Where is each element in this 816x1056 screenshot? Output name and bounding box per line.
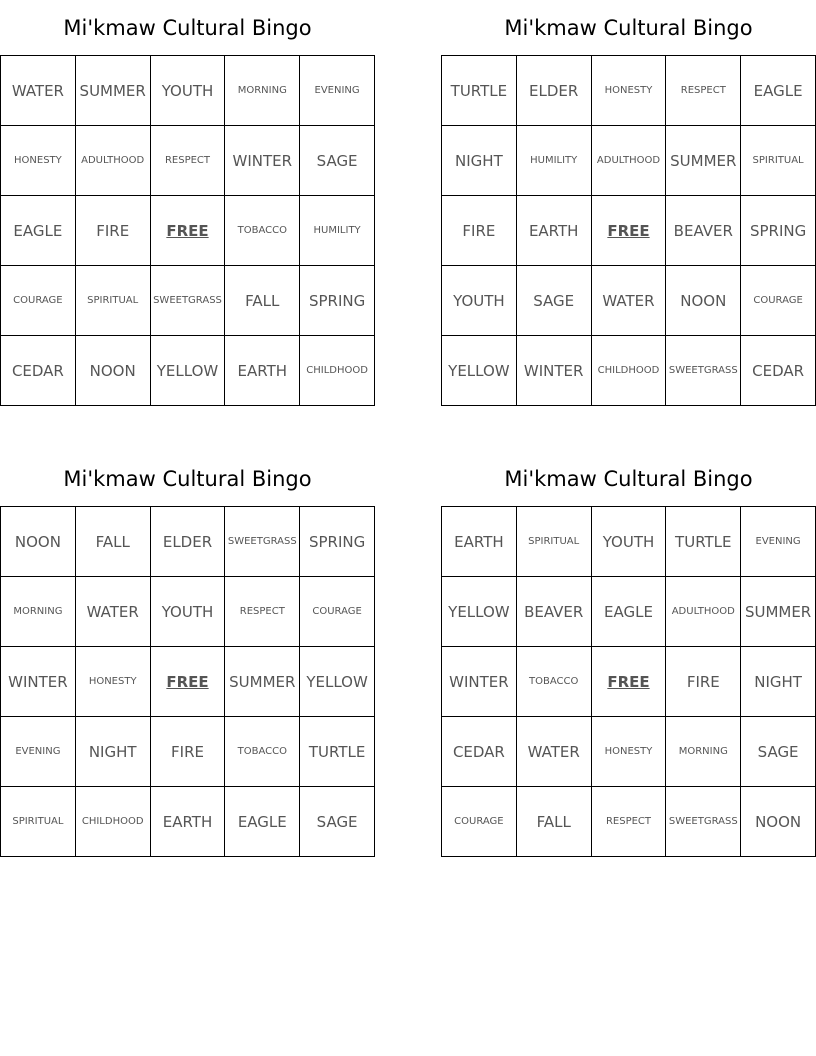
bingo-cell[interactable]: COURAGE — [1, 266, 76, 336]
bingo-cell[interactable]: WINTER — [442, 647, 517, 717]
bingo-cell[interactable]: WATER — [516, 717, 591, 787]
bingo-cell[interactable]: RESPECT — [150, 126, 225, 196]
bingo-cell[interactable]: SUMMER — [666, 126, 741, 196]
grid-row — [442, 336, 816, 406]
bingo-cell[interactable]: HONESTY — [591, 717, 666, 787]
bingo-grid — [441, 506, 816, 857]
bingo-cell[interactable]: WATER — [591, 266, 666, 336]
bingo-cell[interactable]: HONESTY — [1, 126, 76, 196]
grid-row — [442, 196, 816, 266]
bingo-cell[interactable]: YOUTH — [591, 507, 666, 577]
card-title: Mi'kmaw Cultural Bingo — [63, 16, 312, 40]
free-space-cell[interactable]: FREE — [591, 196, 666, 266]
bingo-cell[interactable]: SUMMER — [75, 56, 150, 126]
bingo-cell[interactable]: COURAGE — [741, 266, 816, 336]
bingo-cell[interactable]: HONESTY — [591, 56, 666, 126]
bingo-cell[interactable]: EVENING — [741, 507, 816, 577]
bingo-cell[interactable]: ADULTHOOD — [591, 126, 666, 196]
bingo-cell[interactable]: MORNING — [1, 577, 76, 647]
free-space-cell[interactable]: FREE — [150, 196, 225, 266]
bingo-cell[interactable]: NOON — [666, 266, 741, 336]
bingo-cell[interactable]: NIGHT — [442, 126, 517, 196]
bingo-cell[interactable]: SAGE — [741, 717, 816, 787]
bingo-cell[interactable]: ELDER — [516, 56, 591, 126]
bingo-grid — [441, 55, 816, 406]
bingo-cell[interactable]: FIRE — [666, 647, 741, 717]
bingo-grid — [0, 506, 375, 857]
bingo-cell[interactable]: SUMMER — [741, 577, 816, 647]
bingo-cell[interactable]: NOON — [741, 787, 816, 857]
bingo-cell[interactable]: FIRE — [150, 717, 225, 787]
grid-row — [442, 266, 816, 336]
bingo-cell[interactable]: EAGLE — [591, 577, 666, 647]
bingo-cell[interactable]: EARTH — [442, 507, 517, 577]
bingo-cell[interactable]: CEDAR — [1, 336, 76, 406]
bingo-cell[interactable]: FALL — [516, 787, 591, 857]
grid-row — [442, 647, 816, 717]
bingo-cell[interactable]: HONESTY — [75, 647, 150, 717]
bingo-cell[interactable]: EAGLE — [741, 56, 816, 126]
bingo-cell[interactable]: WATER — [75, 577, 150, 647]
bingo-card-3 — [0, 451, 375, 857]
grid-row — [1, 717, 375, 787]
bingo-cell[interactable]: SWEETGRASS — [150, 266, 225, 336]
grid-row — [1, 196, 375, 266]
bingo-cell[interactable]: TOBACCO — [225, 717, 300, 787]
bingo-cell[interactable]: YOUTH — [442, 266, 517, 336]
bingo-cell[interactable]: SAGE — [300, 787, 375, 857]
bingo-cell[interactable]: FIRE — [75, 196, 150, 266]
bingo-cell[interactable]: EVENING — [1, 717, 76, 787]
bingo-card-4 — [441, 451, 816, 857]
free-space-cell[interactable]: FREE — [591, 647, 666, 717]
card-title: Mi'kmaw Cultural Bingo — [504, 467, 753, 491]
bingo-cell[interactable]: FIRE — [442, 196, 517, 266]
bingo-cell[interactable]: WINTER — [225, 126, 300, 196]
bingo-cell[interactable]: ADULTHOOD — [666, 577, 741, 647]
bingo-cell[interactable]: RESPECT — [666, 56, 741, 126]
bingo-cell[interactable]: WINTER — [1, 647, 76, 717]
bingo-cell[interactable]: HUMILITY — [516, 126, 591, 196]
card-title: Mi'kmaw Cultural Bingo — [504, 16, 753, 40]
grid-row — [1, 266, 375, 336]
grid-row — [442, 56, 816, 126]
bingo-cell[interactable]: SPIRITUAL — [741, 126, 816, 196]
bingo-cell[interactable]: YOUTH — [150, 56, 225, 126]
bingo-cell[interactable]: TURTLE — [666, 507, 741, 577]
bingo-cell[interactable]: CEDAR — [442, 717, 517, 787]
grid-row — [1, 647, 375, 717]
bingo-cell[interactable]: HUMILITY — [300, 196, 375, 266]
bingo-cell[interactable]: MORNING — [666, 717, 741, 787]
bingo-cell[interactable]: YELLOW — [300, 647, 375, 717]
bingo-cell[interactable]: EARTH — [225, 336, 300, 406]
bingo-cell[interactable]: EARTH — [150, 787, 225, 857]
grid-row — [1, 336, 375, 406]
bingo-cell[interactable]: RESPECT — [225, 577, 300, 647]
bingo-cell[interactable]: NOON — [75, 336, 150, 406]
bingo-cell[interactable]: CHILDHOOD — [591, 336, 666, 406]
grid-row — [442, 126, 816, 196]
bingo-cell[interactable]: SWEETGRASS — [666, 787, 741, 857]
bingo-cell[interactable]: FALL — [225, 266, 300, 336]
grid-row — [1, 507, 375, 577]
bingo-cell[interactable]: TOBACCO — [225, 196, 300, 266]
card-title: Mi'kmaw Cultural Bingo — [63, 467, 312, 491]
bingo-cell[interactable]: SPRING — [300, 266, 375, 336]
bingo-cell[interactable]: RESPECT — [591, 787, 666, 857]
bingo-cell[interactable]: YOUTH — [150, 577, 225, 647]
bingo-cell[interactable]: NIGHT — [741, 647, 816, 717]
bingo-cell[interactable]: SUMMER — [225, 647, 300, 717]
bingo-cell[interactable]: SPIRITUAL — [516, 507, 591, 577]
bingo-cell[interactable]: EAGLE — [225, 787, 300, 857]
bingo-cell[interactable]: YELLOW — [150, 336, 225, 406]
bingo-cell[interactable]: NIGHT — [75, 717, 150, 787]
grid-row — [1, 787, 375, 857]
bingo-cell[interactable]: TURTLE — [300, 717, 375, 787]
bingo-cell[interactable]: COURAGE — [300, 577, 375, 647]
bingo-cell[interactable]: EAGLE — [1, 196, 76, 266]
free-space-cell[interactable]: FREE — [150, 647, 225, 717]
bingo-cell[interactable]: BEAVER — [516, 577, 591, 647]
bingo-grid — [0, 55, 375, 406]
bingo-cell[interactable]: CHILDHOOD — [300, 336, 375, 406]
bingo-cell[interactable]: EVENING — [300, 56, 375, 126]
bingo-cell[interactable]: TOBACCO — [516, 647, 591, 717]
bingo-cell[interactable]: ADULTHOOD — [75, 126, 150, 196]
bingo-cell[interactable]: SPIRITUAL — [75, 266, 150, 336]
bingo-cell[interactable]: NOON — [1, 507, 76, 577]
grid-row — [442, 507, 816, 577]
bingo-cell[interactable]: SWEETGRASS — [225, 507, 300, 577]
bingo-cell[interactable]: WATER — [1, 56, 76, 126]
bingo-cell[interactable]: SAGE — [516, 266, 591, 336]
grid-row — [1, 126, 375, 196]
bingo-card-1 — [0, 0, 375, 406]
bingo-cell[interactable]: SPRING — [300, 507, 375, 577]
bingo-cell[interactable]: SWEETGRASS — [666, 336, 741, 406]
bingo-cell[interactable]: WINTER — [516, 336, 591, 406]
bingo-cell[interactable]: FALL — [75, 507, 150, 577]
bingo-cell[interactable]: COURAGE — [442, 787, 517, 857]
grid-row — [442, 577, 816, 647]
bingo-cell[interactable]: MORNING — [225, 56, 300, 126]
bingo-cell[interactable]: YELLOW — [442, 336, 517, 406]
grid-row — [1, 577, 375, 647]
bingo-cell[interactable]: EARTH — [516, 196, 591, 266]
bingo-card-2 — [441, 0, 816, 406]
grid-row — [442, 787, 816, 857]
bingo-cell[interactable]: BEAVER — [666, 196, 741, 266]
bingo-cell[interactable]: ELDER — [150, 507, 225, 577]
grid-row — [1, 56, 375, 126]
bingo-cell[interactable]: CEDAR — [741, 336, 816, 406]
bingo-cell[interactable]: YELLOW — [442, 577, 517, 647]
bingo-cell[interactable]: SAGE — [300, 126, 375, 196]
bingo-cell[interactable]: SPIRITUAL — [1, 787, 76, 857]
bingo-cell[interactable]: SPRING — [741, 196, 816, 266]
bingo-cell[interactable]: CHILDHOOD — [75, 787, 150, 857]
bingo-cell[interactable]: TURTLE — [442, 56, 517, 126]
grid-row — [442, 717, 816, 787]
